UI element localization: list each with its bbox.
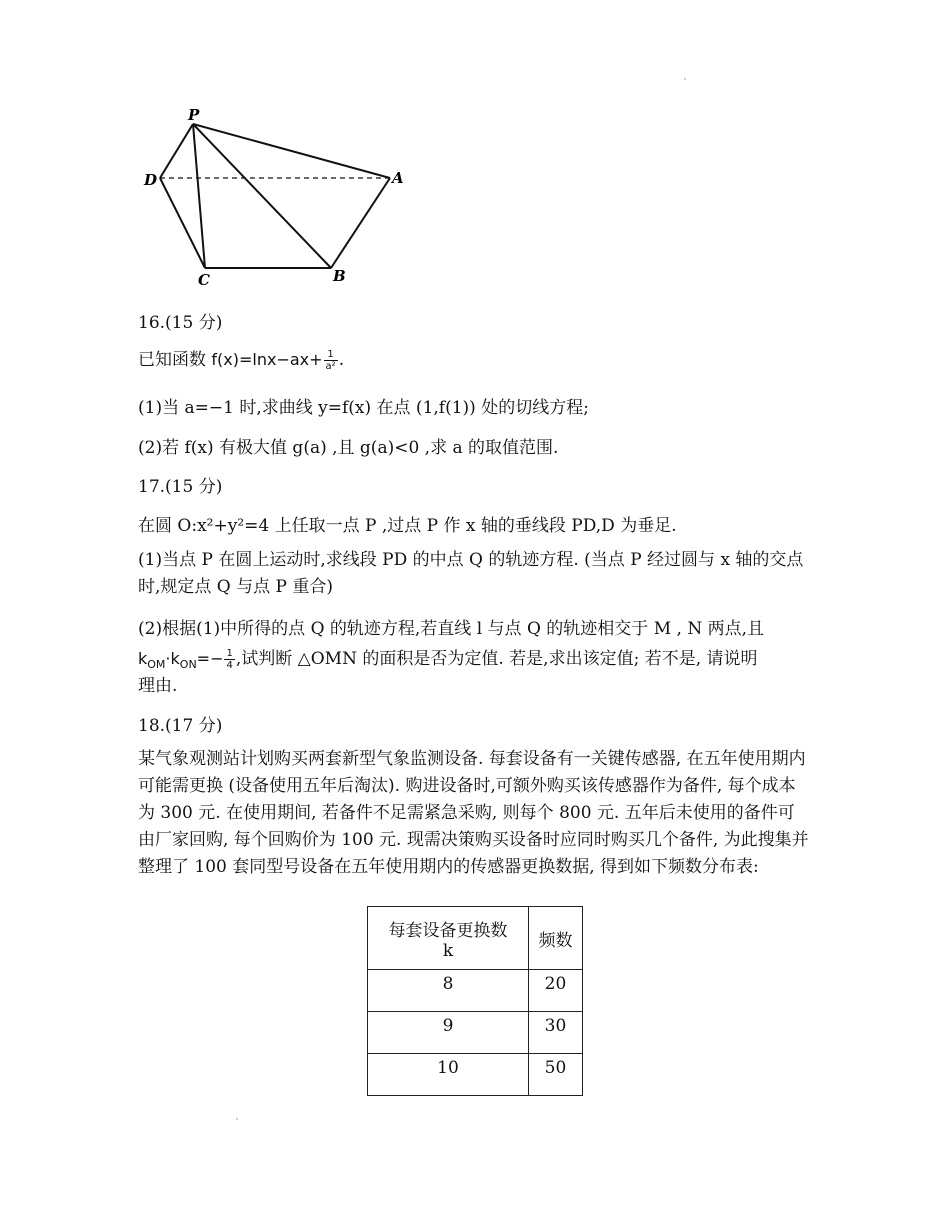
q17-sub-om: OM (147, 658, 166, 672)
q17-part1: (1)当点 P 在圆上运动时,求线段 PD 的中点 Q 的轨迹方程. (当点 P 经过圆与 x 轴的交点时,规定点 Q 与点 P 重合) (138, 550, 804, 597)
q17-part2-rest: ,试判断 △OMN 的面积是否为定值. 若是,求出该定值; 若不是, 请说明 (235, 649, 758, 669)
q16-intro-prefix: 已知函数 (138, 350, 212, 370)
q16-fraction (324, 349, 338, 372)
table-header-k-line2: k (442, 940, 454, 961)
q18-header: 18.(17 分) (138, 716, 223, 736)
table-header-k-line1: 每套设备更换数 (388, 920, 508, 941)
edge-BA (331, 178, 390, 268)
label-D: D (144, 171, 158, 189)
table-cell-freq: 20 (529, 970, 583, 1012)
table-cell-k: 8 (368, 970, 529, 1012)
q17-header: 17.(15 分) (138, 477, 223, 497)
q16-part2: (2)若 f(x) 有极大值 g(a) ,且 g(a)<0 ,求 a 的取值范围. (138, 438, 559, 458)
q16-intro-suffix: . (338, 350, 345, 370)
q16-intro (138, 345, 344, 372)
table-header-row (368, 907, 583, 970)
q17-intro: 在圆 O:x²+y²=4 上任取一点 P ,过点 P 作 x 轴的垂线段 PD,D 为垂足. (138, 516, 677, 536)
q17-frac-den: 4 (226, 660, 233, 671)
q18-body: 某气象观测站计划购买两套新型气象监测设备. 每套设备有一关键传感器, 在五年使用期内可能需更换 (设备使用五年后淘汰). 购进设备时,可额外购买该传感器作为备件, 每个成本为 300 元. 在使用期间, 若备件不足需紧急采购, 则每个 800 元. 五年后未使用的备件可由厂家回购, 每个回购价为 100 元. 现需决策购买设备时应同时购买几个备件, 为此搜集并整理了 100 套同型号设备在五年使用期内的传感器更换数据, 得到如下频数分布表: (138, 749, 809, 877)
edge-PB (193, 124, 331, 268)
q16-part1: (1)当 a=−1 时,求曲线 y=f(x) 在点 (1,f(1)) 处的切线方程; (138, 398, 589, 418)
table-header-k (368, 907, 529, 970)
frequency-table (367, 906, 583, 1096)
scan-speck (684, 78, 686, 80)
q17-eq: =− (196, 649, 224, 668)
table-cell-freq: 30 (529, 1012, 583, 1054)
q16-frac-den: a² (325, 361, 336, 372)
label-B: B (333, 267, 346, 285)
edge-PD (160, 124, 193, 178)
q16-function: f(x)=lnx−ax+ (211, 350, 323, 369)
table-header-freq: 频数 (529, 907, 583, 970)
table-cell-k: 10 (368, 1054, 529, 1096)
q17-fraction (224, 648, 234, 671)
pyramid-diagram (138, 108, 418, 293)
q17-part2-line1: (2)根据(1)中所得的点 Q 的轨迹方程,若直线 l 与点 Q 的轨迹相交于 M , N 两点,且 (138, 619, 765, 639)
q17-dot-k: ·k (165, 649, 180, 668)
q17-part2-line3: 理由. (138, 676, 178, 696)
label-P: P (188, 108, 200, 124)
q17-k: k (138, 649, 148, 668)
scan-speck (236, 1118, 238, 1120)
table-row (368, 1012, 583, 1054)
q17-k-om (138, 649, 224, 672)
q17-sub-on: ON (179, 658, 197, 672)
q17-frac-num: 1 (226, 648, 233, 659)
table-row (368, 970, 583, 1012)
table-cell-freq: 50 (529, 1054, 583, 1096)
geometry-figure (138, 108, 418, 293)
edge-PA (193, 124, 390, 178)
table-cell-k: 9 (368, 1012, 529, 1054)
q16-header: 16.(15 分) (138, 313, 223, 333)
q17-part2-line2 (138, 644, 758, 671)
table-row (368, 1054, 583, 1096)
label-C: C (198, 271, 210, 289)
label-A: A (392, 169, 404, 187)
q16-frac-num: 1 (324, 349, 338, 361)
